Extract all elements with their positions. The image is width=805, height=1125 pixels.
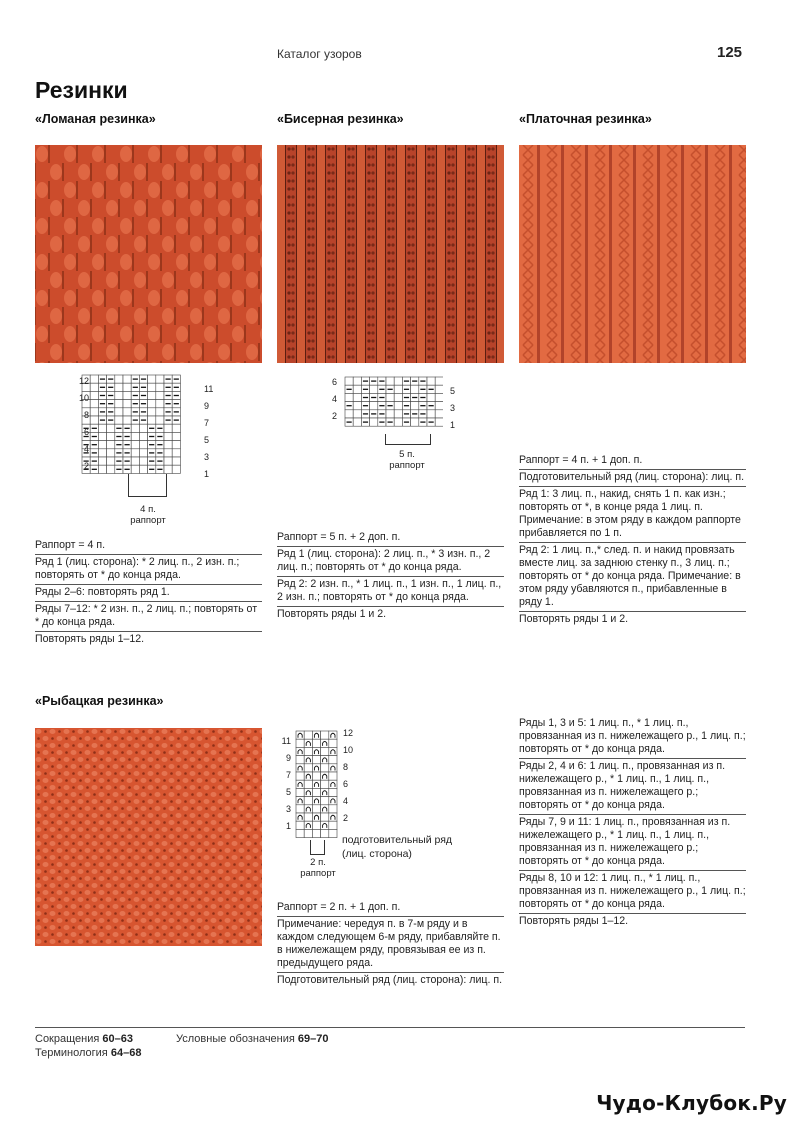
instruction-line: Раппорт = 4 п. + 1 доп. п. — [519, 453, 746, 470]
pattern-title-bisernaya: «Бисерная резинка» — [277, 112, 404, 126]
footer-abbr-label: Сокращения — [35, 1033, 100, 1045]
row-label: 12 — [78, 376, 89, 386]
repeat-word: раппорт — [300, 868, 336, 879]
row-label: 3 — [204, 452, 210, 462]
repeat-bracket — [128, 474, 167, 497]
instruction-line: Подготовительный ряд (лиц. сторона): лиц. п. — [277, 974, 503, 986]
instruction-line: Ряды 8, 10 и 12: 1 лиц. п., * 1 лиц. п., провязанная из п. нижележащего р., 1 лиц. п.; повторять от * до конца ряда. — [519, 871, 746, 914]
row-label: 3 — [285, 804, 291, 814]
repeat-label-bisernaya — [377, 449, 437, 471]
instruction-line: Ряд 1: 3 лиц. п., накид, снять 1 п. как изн.; повторять от *, в конце ряда 1 лиц. п. Примечание: в этом ряду в каждом раппорте прибавляется по 1 п. — [519, 487, 746, 543]
instructions-lomanaya — [35, 538, 262, 648]
page-number: 125 — [717, 44, 743, 61]
swatch-lomanaya-photo — [35, 145, 262, 363]
repeat-bracket — [310, 840, 325, 855]
repeat-stitches: 5 п. — [399, 449, 415, 460]
row-label: 5 — [204, 435, 210, 445]
repeat-word: раппорт — [130, 515, 166, 526]
instruction-line: Ряды 1, 3 и 5: 1 лиц. п., * 1 лиц. п., провязанная из п. нижележащего р., 1 лиц. п.; повторять от * до конца ряда. — [519, 716, 746, 759]
instruction-line: Раппорт = 4 п. — [35, 538, 262, 555]
pattern-title-lomanaya: «Ломаная резинка» — [35, 112, 156, 126]
footer-abbreviations — [35, 1033, 133, 1045]
row-label: 1 — [450, 420, 456, 430]
swatch-bisernaya-photo — [277, 145, 504, 363]
repeat-stitches: 4 п. — [140, 504, 156, 515]
instruction-line: Ряды 2, 4 и 6: 1 лиц. п., провязанная из п. нижележащего р., * 1 лиц. п., 1 лиц. п., провязанная из п. нижележащего р.; повторять от * до конца ряда. — [519, 759, 746, 815]
row-label: 1 — [285, 821, 291, 831]
row-label: 2 — [343, 813, 349, 823]
instruction-line: Примечание: чередуя п. в 7-м ряду и в каждом следующем 6-м ряду, прибавляйте п. в нижележащем ряду, провязывая ее из п. предыдущего ряда. — [277, 917, 504, 973]
row-label: 1 — [204, 469, 210, 479]
footer-terminology — [35, 1047, 141, 1059]
pattern-title-platochnaya: «Платочная резинка» — [519, 112, 652, 126]
instruction-line: Ряд 1 (лиц. сторона): 2 лиц. п., * 3 изн. п., 2 лиц. п.; повторять от * до конца ряда. — [277, 547, 504, 577]
instruction-line: Подготовительный ряд (лиц. сторона): лиц. п. — [519, 470, 746, 487]
row-label: 5 — [285, 787, 291, 797]
row-label: 10 — [78, 393, 89, 403]
row-label: 7 — [204, 418, 210, 428]
repeat-word: раппорт — [389, 460, 425, 471]
instruction-line: Повторять ряды 1 и 2. — [277, 608, 387, 620]
row-label: 2 — [331, 411, 337, 421]
footer-term-pages[interactable]: 64–68 — [110, 1047, 142, 1059]
row-label: 4 — [331, 394, 337, 404]
row-label: 9 — [285, 753, 291, 763]
section-title: Резинки — [35, 77, 128, 103]
site-watermark: Чудо-Клубок.Ру — [596, 1091, 787, 1115]
instruction-line: Повторять ряды 1–12. — [35, 633, 145, 645]
row-label: 8 — [83, 410, 89, 420]
row-label: 5 — [450, 386, 456, 396]
footer-symbols-pages[interactable]: 69–70 — [297, 1033, 329, 1045]
instruction-line: Раппорт = 2 п. + 1 доп. п. — [277, 900, 504, 917]
row-label: 4 — [343, 796, 349, 806]
row-label: 6 — [331, 377, 337, 387]
row-label: 6 — [83, 427, 89, 437]
row-label: 10 — [343, 745, 354, 755]
row-label: 9 — [204, 401, 210, 411]
repeat-label-lomanaya — [118, 504, 178, 526]
swatch-rybatskaya-photo — [35, 728, 262, 946]
running-title: Каталог узоров — [277, 47, 362, 61]
row-label: 4 — [83, 444, 89, 454]
prep-row-label: подготовительный ряд (лиц. сторона) — [342, 834, 453, 860]
row-label: 8 — [343, 762, 349, 772]
instruction-line: Повторять ряды 1 и 2. — [519, 613, 629, 625]
footer-term-label: Терминология — [35, 1047, 108, 1059]
row-label: 3 — [450, 403, 456, 413]
swatch-platochnaya-photo — [519, 145, 746, 363]
repeat-stitches: 2 п. — [310, 857, 326, 868]
pattern-title-rybatskaya: «Рыбацкая резинка» — [35, 694, 164, 708]
row-label: 12 — [343, 728, 354, 738]
instructions-rybatskaya-left — [277, 900, 504, 989]
instruction-line: Ряды 7, 9 и 11: 1 лиц. п., провязанная из п. нижележащего р., * 1 лиц. п., 1 лиц. п., провязанная из п. нижележащего р.; повторять от * до конца ряда. — [519, 815, 746, 871]
footer-symbols-label: Условные обозначения — [176, 1033, 295, 1045]
instructions-bisernaya — [277, 530, 504, 623]
instructions-rybatskaya-right — [519, 716, 746, 930]
row-label: 7 — [285, 770, 291, 780]
repeat-bracket — [385, 434, 431, 445]
instruction-line: Ряды 7–12: * 2 изн. п., 2 лиц. п.; повторять от * до конца ряда. — [35, 602, 262, 632]
instructions-platochnaya — [519, 453, 746, 628]
row-label: 11 — [281, 736, 291, 746]
instruction-line: Ряд 2: 2 изн. п., * 1 лиц. п., 1 изн. п., 1 лиц. п., 2 изн. п.; повторять от * до конца ряда. — [277, 577, 504, 607]
footer-divider — [35, 1027, 745, 1028]
row-label: 6 — [343, 779, 349, 789]
instruction-line: Ряд 2: 1 лиц. п.,* след. п. и накид провязать вместе лиц. за заднюю стенку п., 3 лиц. п.; повторять от * до конца ряда. Примечание: в этом ряду убавляются п., прибавленные в ряду 1. — [519, 543, 746, 612]
footer-symbols — [176, 1033, 329, 1045]
row-label: 2 — [83, 461, 89, 471]
instruction-line: Раппорт = 5 п. + 2 доп. п. — [277, 530, 504, 547]
footer-abbr-pages[interactable]: 60–63 — [102, 1033, 133, 1045]
instruction-line: Ряд 1 (лиц. сторона): * 2 лиц. п., 2 изн. п.; повторять от * до конца ряда. — [35, 555, 262, 585]
row-label: 11 — [204, 384, 214, 394]
repeat-label-rybatskaya — [288, 857, 348, 879]
instruction-line: Повторять ряды 1–12. — [519, 915, 629, 927]
instruction-line: Ряды 2–6: повторять ряд 1. — [35, 585, 262, 602]
